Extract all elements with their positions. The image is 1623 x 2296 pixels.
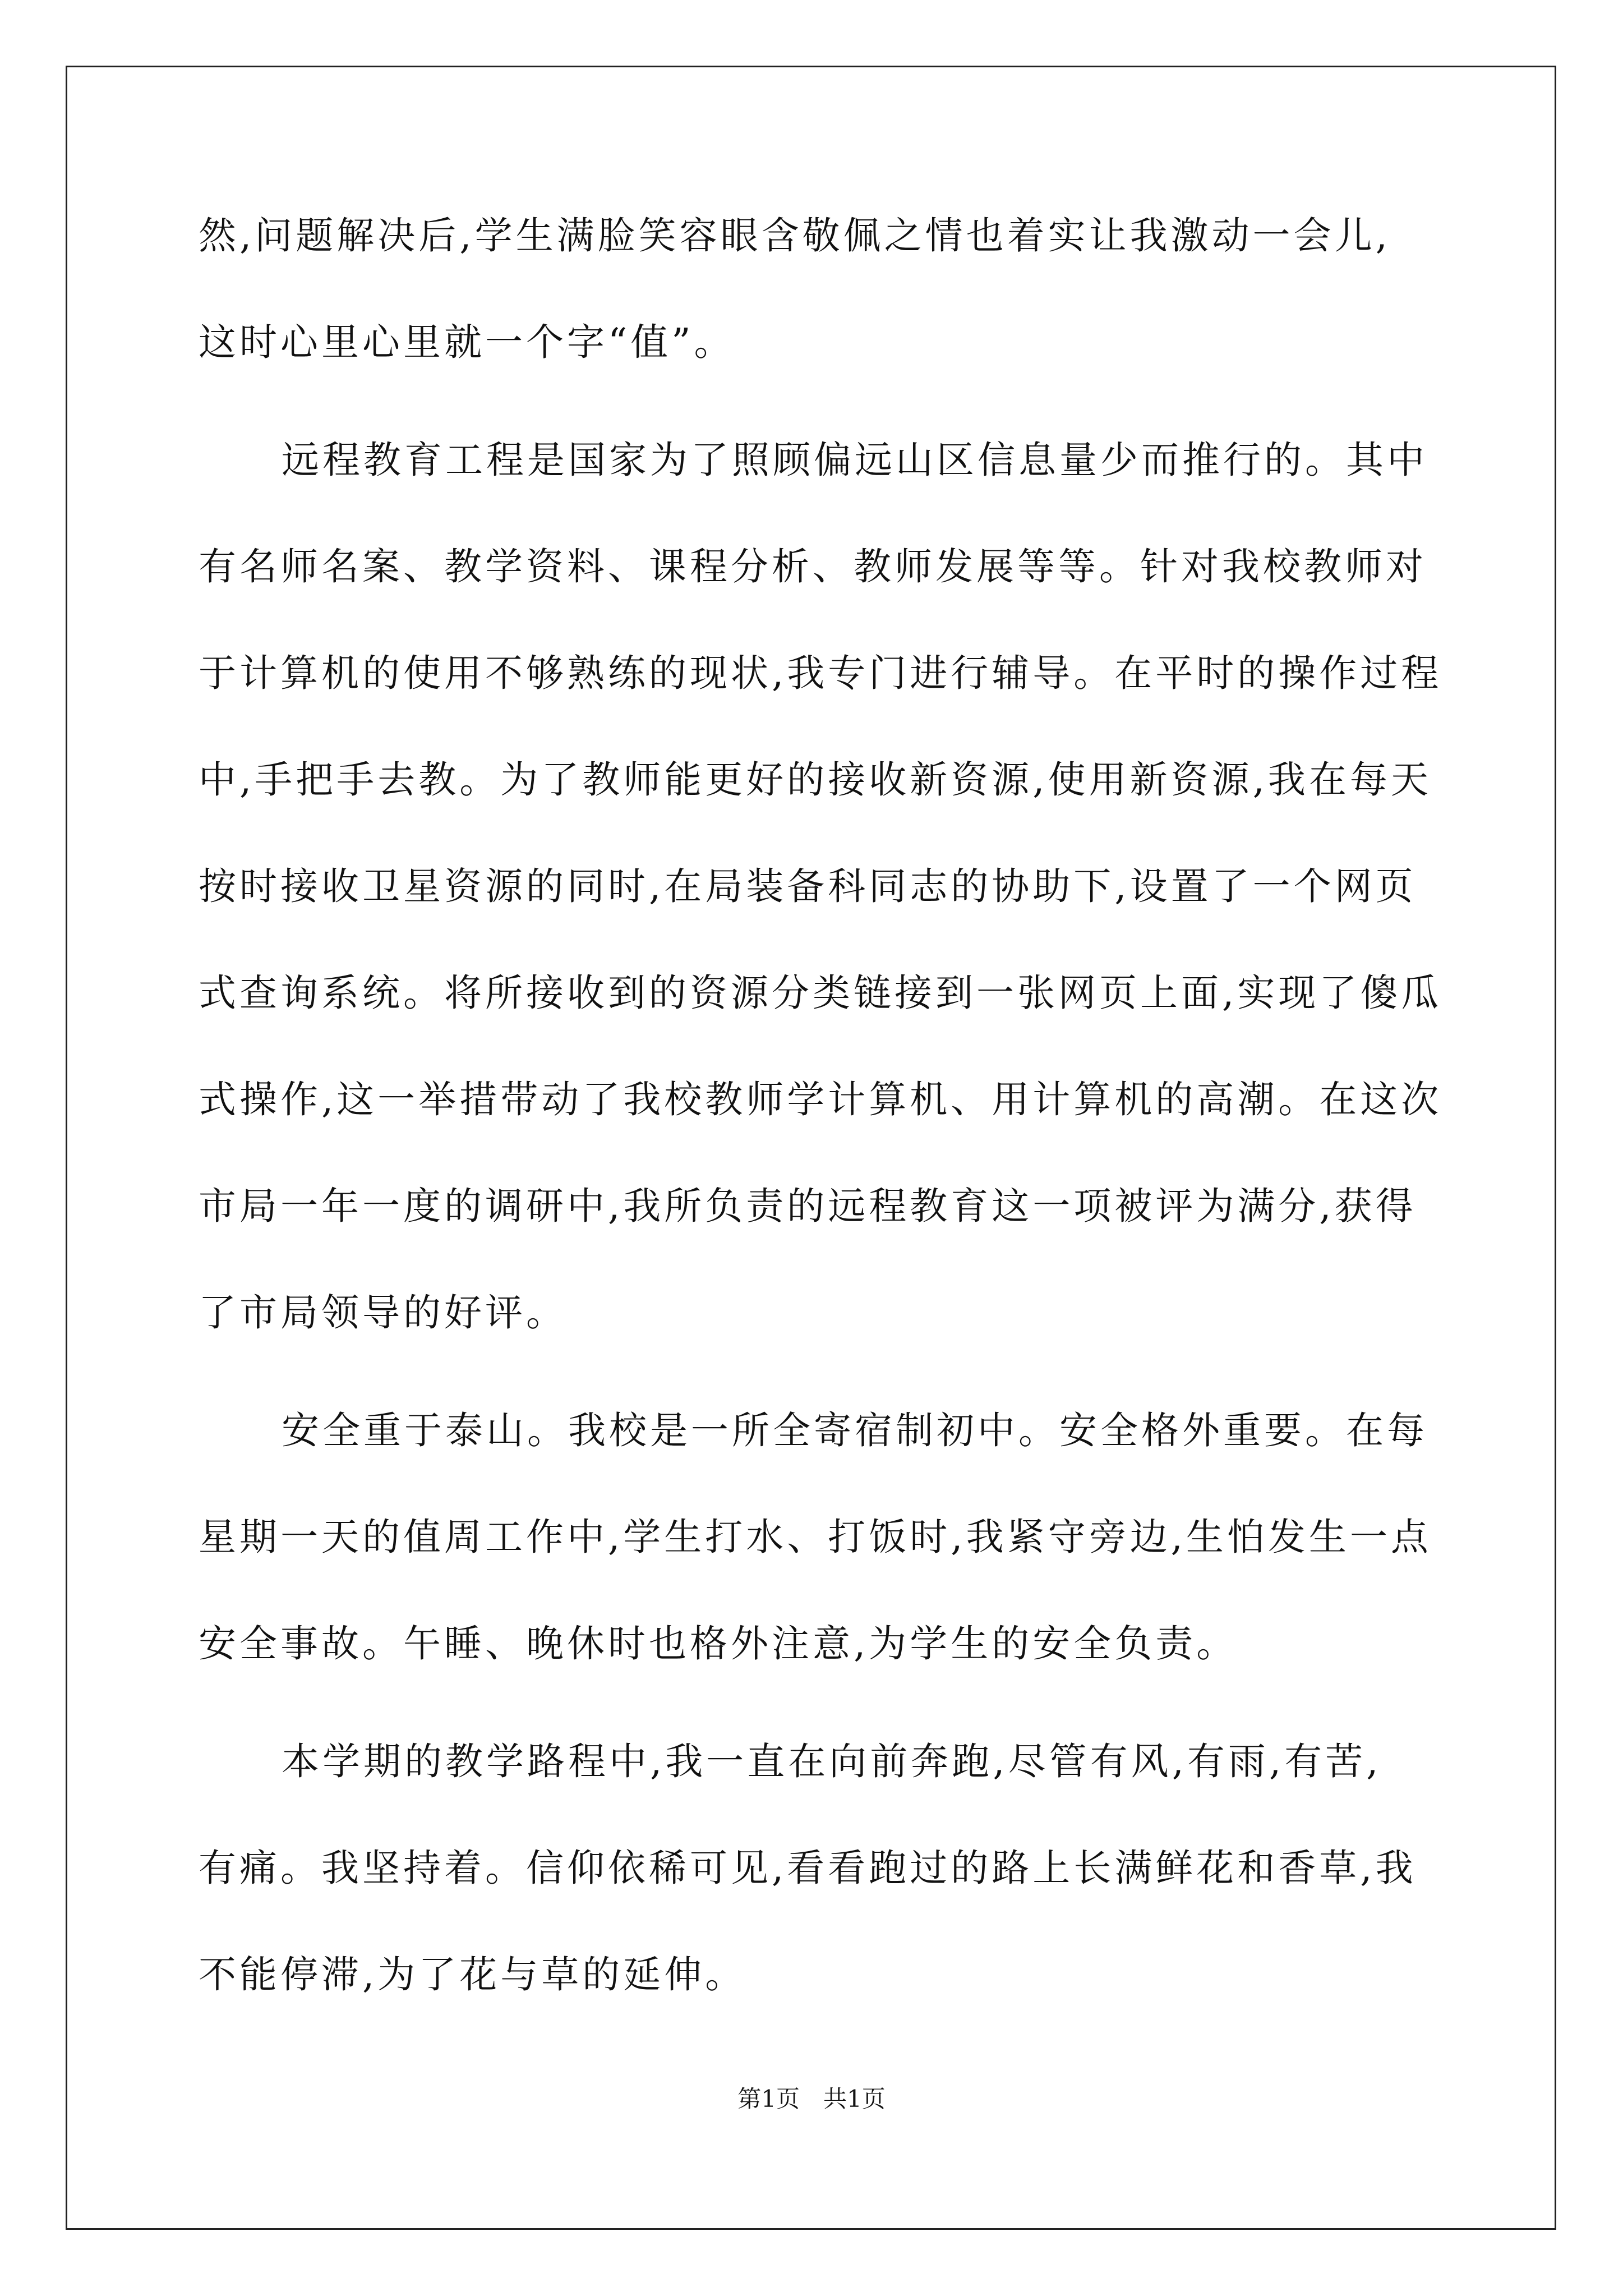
text-line: 式操作,这一举措带动了我校教师学计算机、用计算机的高潮。在这次: [199, 1078, 1442, 1121]
text-line: 然,问题解决后,学生满脸笑容眼含敬佩之情也着实让我激动一会儿,: [199, 214, 1391, 257]
page-border: [66, 66, 1556, 2230]
text-line: 市局一年一度的调研中,我所负责的远程教育这一项被评为满分,获得: [199, 1184, 1417, 1228]
text-line: 于计算机的使用不够熟练的现状,我专门进行辅导。在平时的操作过程: [199, 651, 1442, 695]
paragraph-start-line: 安全重于泰山。我校是一所全寄宿制初中。安全格外重要。在每: [282, 1409, 1428, 1452]
text-line: 有痛。我坚持着。信仰依稀可见,看看跑过的路上长满鲜花和香草,我: [199, 1846, 1417, 1890]
text-line: 有名师名案、教学资料、课程分析、教师发展等等。针对我校教师对: [199, 545, 1427, 588]
text-line: 这时心里心里就一个字“值”。: [199, 320, 735, 364]
text-line: 式查询系统。将所接收到的资源分类链接到一张网页上面,实现了傻瓜: [199, 971, 1442, 1015]
text-line: 星期一天的值周工作中,学生打水、打饭时,我紧守旁边,生怕发生一点: [199, 1515, 1432, 1559]
text-line: 安全事故。午睡、晚休时也格外注意,为学生的安全负责。: [199, 1622, 1238, 1665]
text-line: 中,手把手去教。为了教师能更好的接收新资源,使用新资源,我在每天: [199, 758, 1432, 802]
paragraph-start-line: 本学期的教学路程中,我一直在向前奔跑,尽管有风,有雨,有苦,: [282, 1740, 1382, 1783]
text-line: 不能停滞,为了花与草的延伸。: [199, 1953, 746, 1996]
text-line: 按时接收卫星资源的同时,在局装备科同志的协助下,设置了一个网页: [199, 864, 1417, 908]
text-line: 了市局领导的好评。: [199, 1291, 567, 1335]
page-number-footer: 第1页 共1页: [737, 2085, 886, 2113]
paragraph-start-line: 远程教育工程是国家为了照顾偏远山区信息量少而推行的。其中: [282, 438, 1428, 482]
